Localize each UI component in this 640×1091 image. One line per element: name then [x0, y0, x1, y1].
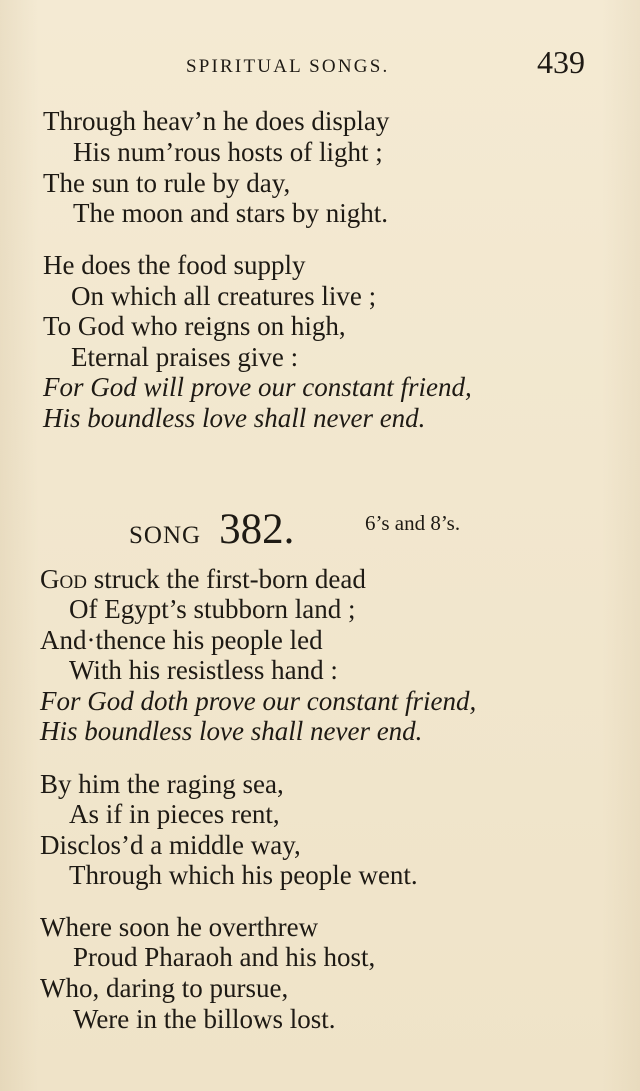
song-heading: [129, 505, 294, 554]
song-meter: 6’s and 8’s.: [365, 511, 461, 535]
verse-line: To God who reigns on high,: [43, 311, 346, 341]
verse-line: On which all creatures live ;: [71, 281, 377, 311]
verse-line: As if in pieces rent,: [69, 799, 280, 829]
verse-line: Where soon he overthrew: [40, 912, 319, 942]
verse-line: By him the raging sea,: [40, 769, 284, 799]
first-line-rest: struck the first-born dead: [93, 564, 366, 594]
verse-line: Who, daring to pursue,: [40, 973, 289, 1003]
chorus-line: For God will prove our constant friend,: [43, 372, 472, 402]
chorus-line: His boundless love shall never end.: [43, 403, 426, 433]
verse-line: The sun to rule by day,: [43, 168, 291, 198]
running-header-title: SPIRITUAL SONGS.: [186, 56, 390, 77]
verse-line: His num’rous hosts of light ;: [73, 137, 383, 167]
verse-line: Proud Pharaoh and his host,: [73, 942, 376, 972]
verse-line: He does the food supply: [43, 250, 306, 280]
song-number: 382.: [219, 506, 295, 553]
verse-line: Through which his people went.: [69, 860, 418, 890]
verse-line: The moon and stars by night.: [73, 198, 388, 228]
verse-line: With his resistless hand :: [69, 655, 338, 685]
verse-line: Through heav’n he does display: [43, 106, 390, 136]
verse-line: Disclos’d a middle way,: [40, 830, 301, 860]
verse-line: And·thence his people led: [40, 625, 323, 655]
chorus-line: For God doth prove our constant friend,: [40, 686, 477, 716]
chorus-line: His boundless love shall never end.: [40, 716, 423, 746]
verse-line: Of Egypt’s stubborn land ;: [69, 594, 356, 624]
verse-line: Were in the billows lost.: [73, 1004, 336, 1034]
verse-line-first: [40, 566, 366, 593]
verse-line: Eternal praises give :: [71, 342, 299, 372]
page-number: 439: [537, 44, 585, 80]
first-word-small-caps: God: [40, 564, 87, 594]
song-label: SONG: [129, 522, 202, 549]
